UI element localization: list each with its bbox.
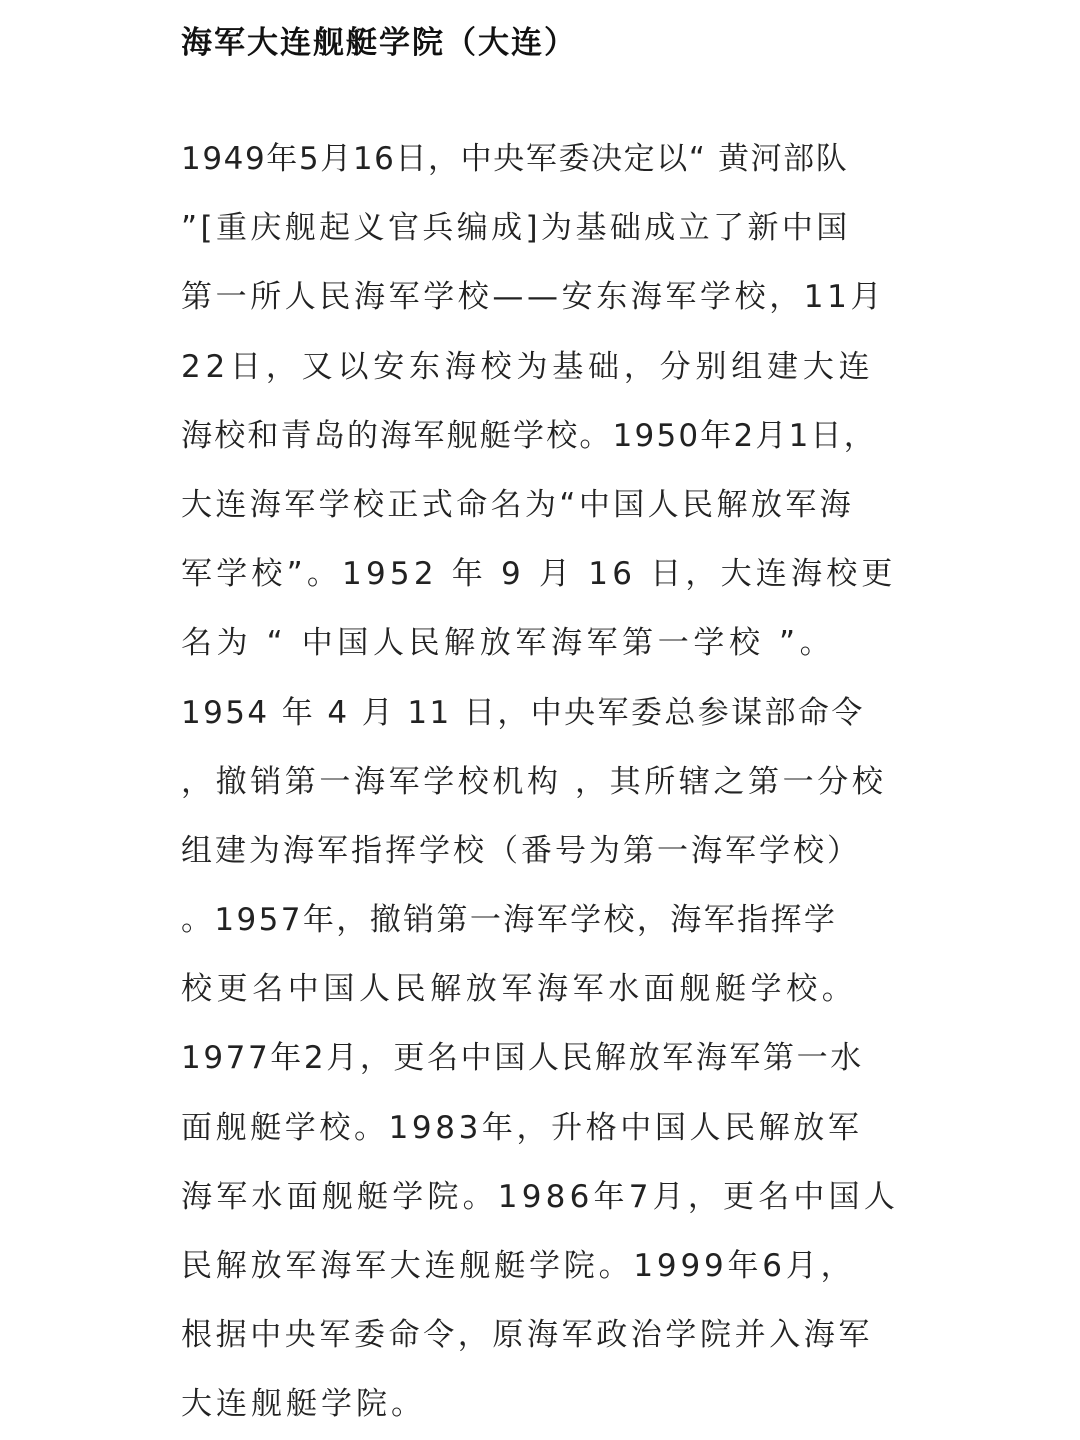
text-line: ”[重庆舰起义官兵编成]为基础成立了新中国: [181, 210, 851, 247]
text-line: 第一所人民海军学校——安东海军学校，11月: [181, 279, 886, 316]
text-line: 军学校”。1952 年 9 月 16 日，大连海校更: [181, 556, 897, 593]
text-line: 根据中央军委命令，原海军政治学院并入海军: [181, 1317, 873, 1354]
text-line: 海校和青岛的海军舰艇学校。1950年2月1日，: [181, 417, 877, 454]
text-line: 1977年2月，更名中国人民解放军海军第一水: [181, 1040, 864, 1077]
text-line: 名为 “ 中国人民解放军海军第一学校 ”。: [181, 625, 836, 662]
text-line: 1954 年 4 月 11 日，中央军委总参谋部命令: [181, 694, 865, 731]
text-line: 22日，又以安东海校为基础，分别组建大连: [181, 348, 875, 385]
text-line: 民解放军海军大连舰艇学院。1999年6月，: [181, 1248, 856, 1284]
document-title: 海军大连舰艇学院（大连）: [181, 25, 577, 61]
text-line: 海军水面舰艇学院。1986年7月，更名中国人: [181, 1178, 900, 1215]
text-line: 校更名中国人民解放军海军水面舰艇学校。: [181, 971, 858, 1008]
text-line: 面舰艇学校。1983年，升格中国人民解放军: [181, 1109, 863, 1146]
text-line: 1949年5月16日，中央军委决定以“ 黄河部队: [181, 141, 849, 177]
text-line: ，撤销第一海军学校机构 ，其所辖之第一分校: [181, 763, 887, 800]
text-line: 组建为海军指挥学校（番号为第一海军学校）: [181, 832, 861, 869]
text-line: 。1957年，撤销第一海军学校，海军指挥学: [181, 902, 838, 939]
text-line: 大连舰艇学院。: [181, 1386, 426, 1423]
body-paragraph: [181, 125, 901, 1440]
text-line: 大连海军学校正式命名为“中国人民解放军海: [181, 486, 855, 523]
